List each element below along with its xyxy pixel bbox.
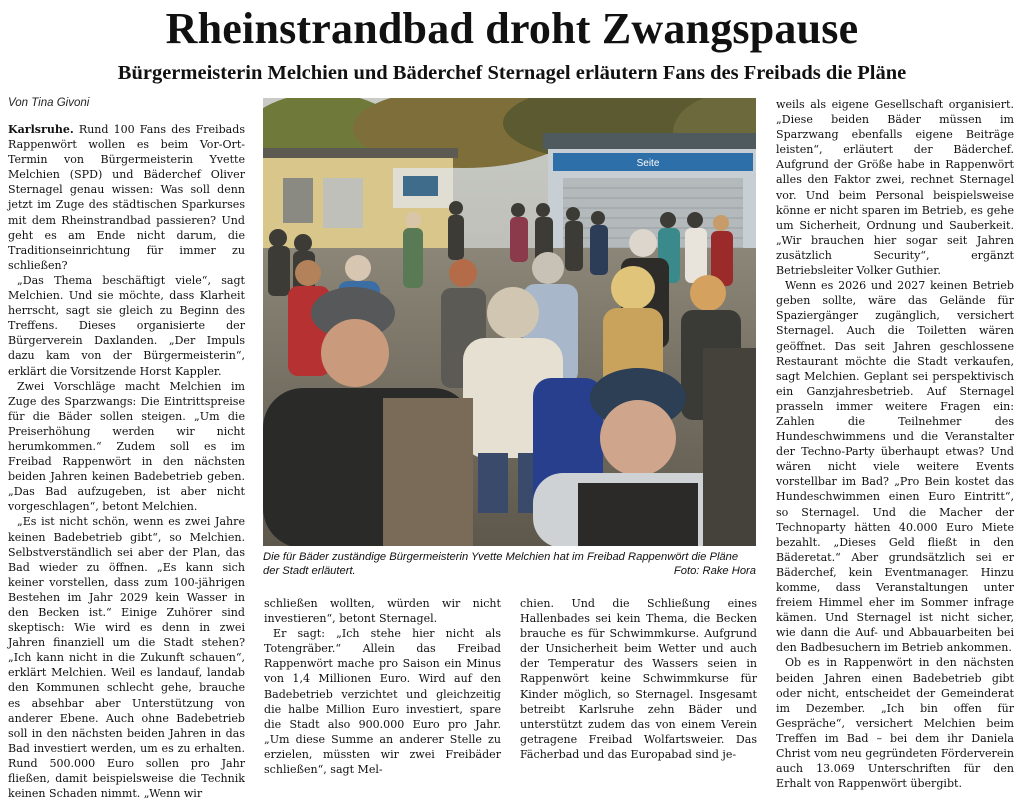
article-column-4 [776, 97, 1014, 791]
paragraph-1 [8, 122, 245, 273]
paragraph-3: Zwei Vorschläge macht Melchien im Zuge des Sparzwangs: Die Eintrittspreise für die Bäder sollen steigen. „Um die Preiserhöhung werden wir nicht herumkommen.“ Zudem soll es im Freibad Rappenwört in den nächsten beiden Jahren keinen Badebetrieb geben. „Das Bad aufzugeben, ist aber nicht vorgeschlagen“, betont Melchien. [8, 379, 245, 514]
byline: Von Tina Givoni [8, 97, 90, 109]
paragraph-6: Er sagt: „Ich stehe hier nicht als Totengräber.“ Allein das Freibad Rappenwört mache pro Saison ein Minus von 1,4 Millionen Euro. Wird auf den Badebetrieb verzichtet und gleichzeitig die halbe Million Euro investiert, spare die Stadt also 900.000 Euro pro Jahr. „Um diese Summe an anderer Stelle zu erzielen, müssten wir zwei Freibäder schließen“, sagt Mel- [264, 627, 501, 777]
paragraph-2: „Das Thema beschäftigt viele“, sagt Melchien. Und sie möchte, dass Klarheit herrscht, sagt sie gleich zu Beginn des Treffens. Dieses organisierte der Bürgerverein Daxlanden. „Der Impuls dazu kam von der Bürgermeisterin“, erklärt die Vorsitzende Horst Kappler. [8, 273, 245, 378]
article-column-3 [520, 596, 757, 762]
dateline: Karlsruhe. [8, 123, 74, 136]
paragraph-4: „Es ist nicht schön, wenn es zwei Jahre keinen Badebetrieb gibt“, so Melchien. Selbstverständlich sei aber der Plan, das Bad wieder zu öffnen. „Es kann sich keiner vorstellen, dass zum 100-jährigen Bestehen im Jahr 2029 kein Wasser in den Becken ist.“ Einige Zuhörer sind skeptisch: Wie wird es denn in zwei Jahren finanziell um die Stadt stehen? „Ich kann nicht in die Zukunft schauen“, erklärt Melchien. Weil es landauf, landab den Kommunen schlecht gehe, brauche es absehbar aber Unterstützung von anderer Ebene. Auch ohne Badebetrieb soll in den nächsten beiden Jahren in das Bad investiert werden, um es zu erhalten. Rund 500.000 Euro sollen pro Jahr fließen, damit beispielsweise die Technik keinen Schaden nimmt. „Wenn wir [8, 515, 245, 801]
photo-credit: Foto: Rake Hora [673, 565, 756, 577]
article-column-1 [8, 122, 245, 801]
article-photo [263, 98, 756, 546]
photo-caption [263, 550, 756, 578]
subheadline: Bürgermeisterin Melchien und Bäderchef Sternagel erläutern Fans des Freibads die Pläne [117, 62, 907, 84]
headline: Rheinstrandbad droht Zwangspause [165, 4, 859, 53]
paragraph-7: chien. Und die Schließung eines Hallenbades sei kein Thema, die Becken brauche es für Schwimmkurse. Aufgrund der Unsicherheit beim Wetter und auch der Temperatur des Wassers seien in Rappenwört keine Schwimmkurse für Kinder möglich, so Sternagel. Insgesamt betreibt Karlsruhe zehn Bäder und unterstützt zudem das von einem Verein getragene Freibad Wolfartsweier. Das Fächerbad und das Europabad sind je- [520, 597, 757, 761]
paragraph-5: schließen wollten, würden wir nicht investieren“, betont Sternagel. [264, 597, 501, 626]
caption-text: Die für Bäder zuständige Bürgermeisterin Yvette Melchien hat im Freibad Rappenwört die Pläne der Stadt erläutert. [263, 551, 739, 577]
paragraph-10: Ob es in Rappenwört in den nächsten beiden Jahren einen Badebetrieb gibt oder nicht, entscheidet der Gemeinderat im Dezember. „Ich bin offen für Gespräche“, versichert Melchien beim Treffen im Bad – bei dem ihr Daniela Christ vom neu gegründeten Förderverein auch 13.069 Unterschriften für den Erhalt von Rappenwört übergibt. [776, 656, 1014, 791]
kiosk-sign-text: Seite [636, 158, 660, 169]
paragraph-8: weils als eigene Gesellschaft organisiert. „Diese beiden Bäder müssen im Sparzwang ebenfalls eigene Beiträge leisten“, erläutert der Bäderchef. Aufgrund der Größe habe in Rappenwört alles den Faktor zwei, rechnet Sternagel vor. Und beim Personal beispielsweise könne er nicht sparen im Betrieb, es gehe um Sicherheit, Ordnung und Sauberkeit. „Wir brauchen hier sogar seit Jahren zusätzlich Security“, ergänzt Betriebsleiter Volker Guthier. [776, 98, 1014, 278]
photo-crowd-at-pool [263, 98, 756, 546]
paragraph-9: Wenn es 2026 und 2027 keinen Betrieb geben sollte, wäre das Gelände für Spaziergänger zugänglich, versichert Sternagel. Auch die Toiletten wären geöffnet. Das seit Jahren geschlossene Restaurant möchte die Stadt verkaufen, sagt Melchien. Geplant sei perspektivisch ein Ganzjahresbetrieb. Auf Sternagel prasseln immer weitere Fragen ein: Zahlen die Teilnehmer des Hundeschwimmens und die Veranstalter der Techno-Party überhaupt etwas? Und wären nicht viele weitere Events vorstellbar im Bad? „Pro Bein kostet das Hundeschwimmen einen Euro Eintritt“, so Sternagel. Und die Macher der Technoparty hätten 40.000 Euro Miete bezahlt. „Dieses Geld fließt in den Bäderetat.“ Aber grundsätzlich sei er Bäderchef, kein Eventmanager. Hinzu komme, dass Veranstaltungen unter freiem Himmel eher im Sommer infrage kämen. Und Sternagel ist nicht sicher, wie dann die Auf- und Abbauarbeiten bei den Badbesuchern im Betrieb ankommen. [776, 279, 1014, 655]
article-column-2 [264, 596, 501, 777]
paragraph-1-text: Rund 100 Fans des Freibads Rappenwört wollen es beim Vor-Ort-Termin von Bürgermeisterin Yvette Melchien (SPD) und Bäderchef Oliver Sternagel genau wissen: Was soll denn jetzt im Zuge des städtischen Sparkurses mit dem Rheinstrandbad passieren? Und geht es am Ende nicht darum, die Traditionseinrichtung für immer zu schließen? [8, 123, 245, 272]
